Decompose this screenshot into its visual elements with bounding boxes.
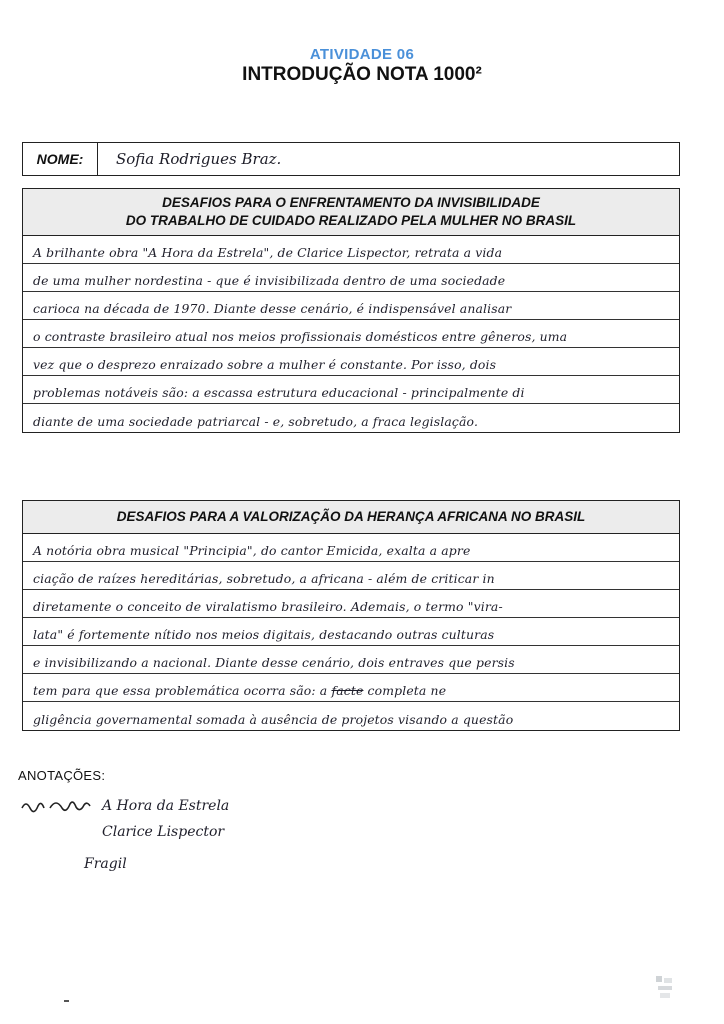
section2-line bbox=[23, 674, 679, 702]
struck-word: facte bbox=[331, 683, 364, 698]
section2-header bbox=[22, 500, 680, 534]
section2-line: e invisibilizando a nacional. Diante desse cenário, dois entraves que persis bbox=[23, 646, 679, 674]
annotations-label: ANOTAÇÕES: bbox=[18, 768, 106, 783]
annotation-item: Clarice Lispector bbox=[102, 824, 225, 840]
section2-line: diretamente o conceito de viralatismo brasileiro. Ademais, o termo "vira- bbox=[23, 590, 679, 618]
section2-line6-tail: completa ne bbox=[367, 683, 447, 698]
section2-title: DESAFIOS PARA A VALORIZAÇÃO DA HERANÇA AFRICANA NO BRASIL bbox=[116, 509, 586, 524]
scan-dot bbox=[64, 1000, 69, 1002]
name-field bbox=[22, 142, 680, 176]
section2-line: A notória obra musical "Principia", do cantor Emicida, exalta a apre bbox=[23, 534, 679, 562]
section1-line: o contraste brasileiro atual nos meios profissionais domésticos entre gêneros, uma bbox=[23, 320, 679, 348]
section1-line: carioca na década de 1970. Diante desse cenário, é indispensável analisar bbox=[23, 292, 679, 320]
section1-header bbox=[22, 188, 680, 236]
section2-line: lata" é fortemente nítido nos meios digitais, destacando outras culturas bbox=[23, 618, 679, 646]
section2-line: ciação de raízes hereditárias, sobretudo, a africana - além de criticar in bbox=[23, 562, 679, 590]
section2-line: gligência governamental somada à ausência de projetos visando a questão bbox=[33, 712, 514, 727]
section1-title-line2: DO TRABALHO DE CUIDADO REALIZADO PELA MULHER NO BRASIL bbox=[125, 213, 577, 228]
section1-line: diante de uma sociedade patriarcal - e, sobretudo, a fraca legislação. bbox=[33, 414, 479, 429]
annotation-item: A Hora da Estrela bbox=[102, 798, 230, 814]
section2-writing-area bbox=[22, 534, 680, 731]
section1-line: A brilhante obra "A Hora da Estrela", de Clarice Lispector, retrata a vida bbox=[23, 236, 679, 264]
section1-line: vez que o desprezo enraizado sobre a mulher é constante. Por isso, dois bbox=[23, 348, 679, 376]
annotation-item: Fragil bbox=[84, 856, 127, 872]
name-value: Sofia Rodrigues Braz. bbox=[116, 150, 282, 168]
section1-line: problemas notáveis são: a escassa estrutura educacional - principalmente di bbox=[23, 376, 679, 404]
section2-line6-start: tem para que essa problemática ocorra são: a bbox=[33, 683, 328, 698]
activity-number: ATIVIDADE 06 bbox=[309, 46, 415, 63]
section1-line: de uma mulher nordestina - que é invisibilizada dentro de uma sociedade bbox=[23, 264, 679, 292]
name-label: NOME: bbox=[23, 143, 98, 175]
scribble-mark bbox=[20, 796, 100, 818]
section1-writing-area bbox=[22, 236, 680, 433]
scan-marker-icon bbox=[654, 974, 680, 1002]
section1-title-line1: DESAFIOS PARA O ENFRENTAMENTO DA INVISIBILIDADE bbox=[162, 195, 540, 210]
page-title: INTRODUÇÃO NOTA 1000² bbox=[242, 64, 482, 85]
